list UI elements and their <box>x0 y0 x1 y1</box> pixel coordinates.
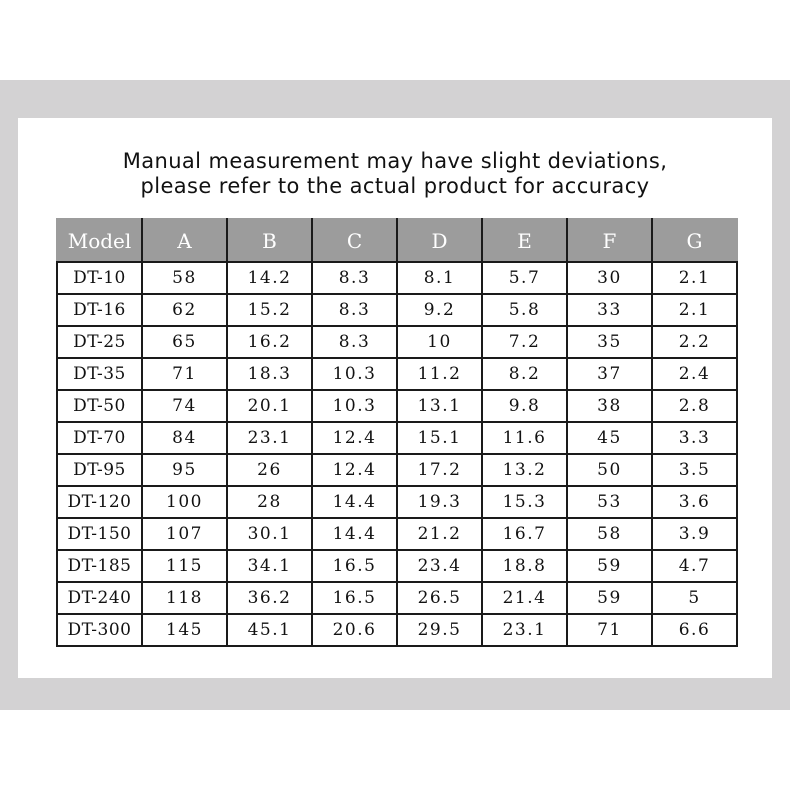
dimension-cell: 95 <box>142 454 227 486</box>
dimension-cell: 18.3 <box>227 358 312 390</box>
dimension-cell: 9.2 <box>397 294 482 326</box>
column-header-model: Model <box>57 219 142 262</box>
dimension-cell: 3.5 <box>652 454 737 486</box>
dimension-cell: 3.3 <box>652 422 737 454</box>
dimension-cell: 65 <box>142 326 227 358</box>
dimension-cell: 8.2 <box>482 358 567 390</box>
dimension-cell: 33 <box>567 294 652 326</box>
dimension-cell: 58 <box>142 262 227 294</box>
dimension-cell: 16.5 <box>312 582 397 614</box>
dimension-table <box>56 218 738 647</box>
dimension-cell: 14.4 <box>312 518 397 550</box>
dimension-cell: 8.3 <box>312 326 397 358</box>
dimension-cell: 100 <box>142 486 227 518</box>
dimension-cell: 4.7 <box>652 550 737 582</box>
dimension-cell: 3.9 <box>652 518 737 550</box>
dimension-cell: 36.2 <box>227 582 312 614</box>
dimension-cell: 15.3 <box>482 486 567 518</box>
dimension-cell: 30.1 <box>227 518 312 550</box>
column-header-g: G <box>652 219 737 262</box>
model-cell: DT-95 <box>57 454 142 486</box>
dimension-cell: 16.5 <box>312 550 397 582</box>
dimension-cell: 14.4 <box>312 486 397 518</box>
measurement-notice <box>0 149 790 199</box>
column-header-a: A <box>142 219 227 262</box>
dimension-cell: 23.1 <box>227 422 312 454</box>
dimension-cell: 71 <box>567 614 652 646</box>
table-row <box>57 518 737 550</box>
dimension-cell: 11.6 <box>482 422 567 454</box>
dimension-cell: 13.2 <box>482 454 567 486</box>
dimension-cell: 2.2 <box>652 326 737 358</box>
dimension-cell: 45 <box>567 422 652 454</box>
dimension-cell: 21.4 <box>482 582 567 614</box>
table-row <box>57 358 737 390</box>
column-header-c: C <box>312 219 397 262</box>
model-cell: DT-240 <box>57 582 142 614</box>
dimension-cell: 5.7 <box>482 262 567 294</box>
dimension-cell: 145 <box>142 614 227 646</box>
dimension-cell: 8.3 <box>312 294 397 326</box>
dimension-cell: 115 <box>142 550 227 582</box>
dimension-cell: 74 <box>142 390 227 422</box>
dimension-cell: 8.1 <box>397 262 482 294</box>
dimension-cell: 28 <box>227 486 312 518</box>
dimension-cell: 23.4 <box>397 550 482 582</box>
dimension-cell: 38 <box>567 390 652 422</box>
dimension-cell: 9.8 <box>482 390 567 422</box>
dimension-cell: 34.1 <box>227 550 312 582</box>
table-row <box>57 326 737 358</box>
dimension-cell: 8.3 <box>312 262 397 294</box>
table-row <box>57 550 737 582</box>
table-row <box>57 614 737 646</box>
dimension-cell: 20.6 <box>312 614 397 646</box>
notice-line-1: Manual measurement may have slight deviations, <box>122 149 668 173</box>
model-cell: DT-10 <box>57 262 142 294</box>
dimension-cell: 29.5 <box>397 614 482 646</box>
column-header-d: D <box>397 219 482 262</box>
model-cell: DT-300 <box>57 614 142 646</box>
dimension-cell: 16.2 <box>227 326 312 358</box>
dimension-cell: 10.3 <box>312 358 397 390</box>
dimension-cell: 19.3 <box>397 486 482 518</box>
dimension-cell: 45.1 <box>227 614 312 646</box>
dimension-cell: 10.3 <box>312 390 397 422</box>
table-row <box>57 454 737 486</box>
dimension-cell: 6.6 <box>652 614 737 646</box>
dimension-cell: 11.2 <box>397 358 482 390</box>
dimension-cell: 58 <box>567 518 652 550</box>
notice-line-2: please refer to the actual product for accuracy <box>140 174 650 198</box>
model-cell: DT-150 <box>57 518 142 550</box>
model-cell: DT-185 <box>57 550 142 582</box>
dimension-cell: 53 <box>567 486 652 518</box>
dimension-cell: 2.8 <box>652 390 737 422</box>
dimension-cell: 21.2 <box>397 518 482 550</box>
table-body <box>57 262 737 646</box>
table-row <box>57 486 737 518</box>
dimension-cell: 118 <box>142 582 227 614</box>
dimension-cell: 5 <box>652 582 737 614</box>
model-cell: DT-16 <box>57 294 142 326</box>
dimension-cell: 71 <box>142 358 227 390</box>
dimension-cell: 30 <box>567 262 652 294</box>
dimension-cell: 59 <box>567 582 652 614</box>
dimension-cell: 14.2 <box>227 262 312 294</box>
model-cell: DT-120 <box>57 486 142 518</box>
column-header-e: E <box>482 219 567 262</box>
model-cell: DT-25 <box>57 326 142 358</box>
dimension-cell: 2.1 <box>652 294 737 326</box>
dimension-cell: 13.1 <box>397 390 482 422</box>
dimension-cell: 10 <box>397 326 482 358</box>
table-row <box>57 390 737 422</box>
table-row <box>57 262 737 294</box>
dimension-cell: 23.1 <box>482 614 567 646</box>
dimension-cell: 37 <box>567 358 652 390</box>
table-row <box>57 422 737 454</box>
table-row <box>57 294 737 326</box>
dimension-cell: 12.4 <box>312 422 397 454</box>
dimension-cell: 2.4 <box>652 358 737 390</box>
dimension-cell: 84 <box>142 422 227 454</box>
dimension-cell: 107 <box>142 518 227 550</box>
dimension-cell: 15.1 <box>397 422 482 454</box>
model-cell: DT-70 <box>57 422 142 454</box>
dimension-cell: 3.6 <box>652 486 737 518</box>
dimension-cell: 15.2 <box>227 294 312 326</box>
dimension-cell: 62 <box>142 294 227 326</box>
dimension-cell: 18.8 <box>482 550 567 582</box>
dimension-cell: 7.2 <box>482 326 567 358</box>
dimension-cell: 5.8 <box>482 294 567 326</box>
model-cell: DT-50 <box>57 390 142 422</box>
column-header-b: B <box>227 219 312 262</box>
dimension-cell: 2.1 <box>652 262 737 294</box>
dimension-cell: 16.7 <box>482 518 567 550</box>
table-header-row <box>57 219 737 262</box>
dimension-cell: 35 <box>567 326 652 358</box>
column-header-f: F <box>567 219 652 262</box>
dimension-cell: 50 <box>567 454 652 486</box>
table-row <box>57 582 737 614</box>
model-cell: DT-35 <box>57 358 142 390</box>
dimension-cell: 17.2 <box>397 454 482 486</box>
dimension-cell: 12.4 <box>312 454 397 486</box>
dimension-cell: 59 <box>567 550 652 582</box>
dimension-cell: 26.5 <box>397 582 482 614</box>
dimension-cell: 20.1 <box>227 390 312 422</box>
dimension-cell: 26 <box>227 454 312 486</box>
